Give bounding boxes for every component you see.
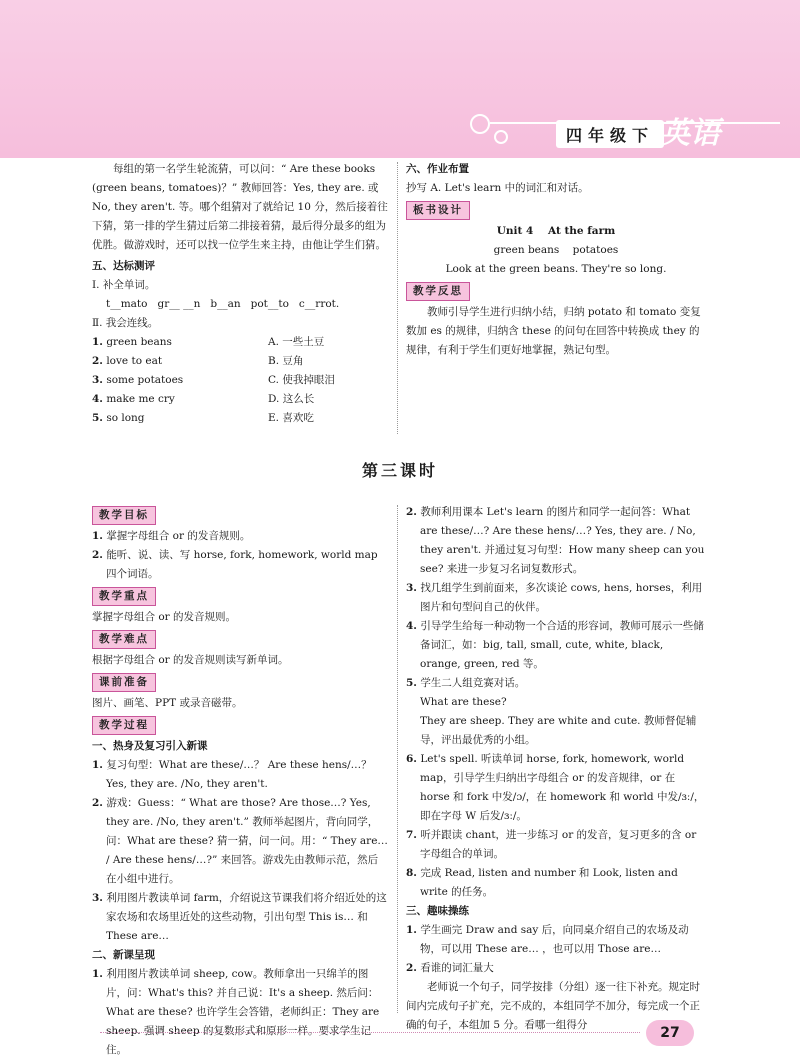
item-text: 找几组学生到前面来，多次谈论 cows, hens, horses，利用图片和句型问自己的伙伴。	[420, 582, 703, 613]
match-chinese: A. 一些土豆	[268, 336, 325, 348]
new-lesson-heading: 二、新课呈现	[92, 949, 155, 961]
item-text: 游戏：Guess：“ What are those? Are those…? Yes, they are. /No, they aren't.” 教师举起图片，背向同学，问：What are these? 猜一猜，问一问。用：“ They are… / Are these hens/…?” 来回答。游戏先由教师示范，然后在小组中进行。	[106, 797, 388, 885]
process-item	[406, 750, 706, 826]
difficulties-tag: 教学难点	[92, 630, 156, 649]
item-number: 2.	[92, 549, 103, 561]
item-number: 3.	[92, 892, 103, 904]
process-item	[406, 579, 706, 617]
item-text: 完成 Read, listen and number 和 Look, listen and write 的任务。	[420, 867, 678, 898]
board-sentence: Look at the green beans. They're so long.	[445, 263, 667, 275]
circle-decoration	[494, 130, 508, 144]
match-row	[92, 409, 388, 428]
match-number: 1.	[92, 336, 103, 348]
item-number: 8.	[406, 867, 417, 879]
goal-item	[92, 546, 388, 584]
reflection-text: 教师引导学生进行归纳小结，归纳 potato 和 tomato 变复数加 es 的规律，归纳含 these 的问句在回答中转换成 they 的规律，有利于学生们更好地掌握，熟记句型。	[406, 306, 701, 356]
item-text: Let's spell. 听读单词 horse, fork, homework, world map，引导学生归纳出字母组合 or 的发音规律，or 在 horse 和 fork 中发/ɔ/，在 homework 和 world 中发/ɜː/，即在字母 W 后发/ɜː/。	[420, 753, 705, 822]
dialogue-answer: They are sheep. They are white and cute. 教师督促辅导，评出最优秀的小组。	[420, 715, 697, 746]
item-text: 掌握字母组合 or 的发音规则。	[106, 530, 251, 542]
teaching-process-tag: 教学过程	[92, 716, 156, 735]
item-number: 2.	[406, 506, 417, 518]
match-row	[92, 390, 388, 409]
homework-text: 抄写 A. Let's learn 中的词汇和对话。	[406, 182, 589, 194]
match-chinese: E. 喜欢吃	[268, 412, 314, 424]
fill-blanks-words: t__mato gr__ __n b__an pot__to c__rrot.	[106, 298, 340, 310]
process-item	[92, 889, 388, 946]
process-item	[92, 756, 388, 794]
item-number: 5.	[406, 677, 417, 689]
item-text: 听并跟读 chant，进一步练习 or 的发音，复习更多的含 or 字母组合的单词。	[420, 829, 697, 860]
bottom-right-column	[406, 503, 706, 1035]
process-item	[406, 503, 706, 579]
teaching-goals-tag: 教学目标	[92, 506, 156, 525]
item-number: 3.	[406, 582, 417, 594]
key-points-text: 掌握字母组合 or 的发音规则。	[92, 611, 237, 623]
item-number: 1.	[92, 759, 103, 771]
goal-item	[92, 527, 388, 546]
item-number: 6.	[406, 753, 417, 765]
item-text: 复习句型：What are these/…？ Are these hens/…？ Yes, they are. /No, they aren't.	[106, 759, 372, 790]
match-number: 4.	[92, 393, 103, 405]
reflection-tag: 教学反思	[406, 282, 470, 301]
process-item	[406, 864, 706, 902]
practice-item	[406, 921, 706, 959]
key-points-tag: 教学重点	[92, 587, 156, 606]
difficulties-text: 根据字母组合 or 的发音规则读写新单词。	[92, 654, 289, 666]
section-six-heading: 六、作业布置	[406, 163, 469, 175]
process-item	[406, 617, 706, 674]
match-list	[92, 333, 388, 428]
board-title: Unit 4 At the farm	[496, 225, 616, 237]
match-row	[92, 352, 388, 371]
match-chinese: B. 豆角	[268, 355, 304, 367]
process-item	[92, 794, 388, 889]
item-number: 2.	[92, 797, 103, 809]
preparation-tag: 课前准备	[92, 673, 156, 692]
section-five-heading: 五、达标测评	[92, 260, 155, 272]
top-right-column	[406, 160, 706, 360]
process-item	[406, 826, 706, 864]
match-row	[92, 371, 388, 390]
process-item	[92, 965, 388, 1060]
match-english: some potatoes	[106, 374, 184, 386]
subject-label: 英语	[660, 116, 720, 151]
bottom-left-column	[92, 503, 388, 1060]
match-english: make me cry	[106, 393, 175, 405]
item-text: 引导学生给每一种动物一个合适的形容词，教师可展示一些储备词汇，如：big, tall, small, cute, white, black, orange, green, red 等。	[420, 620, 704, 670]
match-english: green beans	[106, 336, 172, 348]
match-english: love to eat	[106, 355, 163, 367]
top-left-column	[92, 160, 388, 428]
item-number: 7.	[406, 829, 417, 841]
item-text: 利用图片教读单词 sheep, cow。教师拿出一只绵羊的图片，问：What's this? 并自己说：It's a sheep. 然后问：What are these? 也许学生会答错，老师纠正：They are sheep. 强调 sheep 的复数形式和原形一样。要求学生记住。	[106, 968, 380, 1056]
board-words: green beans potatoes	[493, 244, 619, 256]
item-number: 1.	[92, 530, 103, 542]
practice-heading: 三、趣味操练	[406, 905, 469, 917]
lesson-title: 第三课时	[361, 461, 438, 480]
header-banner	[0, 0, 800, 158]
match-number: 2.	[92, 355, 103, 367]
warmup-heading: 一、热身及复习引入新课	[92, 740, 208, 752]
part-two-label: Ⅱ. 我会连线。	[92, 317, 159, 329]
item-number: 1.	[406, 924, 417, 936]
practice-description: 老师说一个句子，同学按排（分组）逐一往下补充。规定时间内完成句子扩充，完不成的，本组同学不加分，每完成一个正确的句子，本组加 5 分。看哪一组得分	[406, 981, 700, 1031]
footer-dotted-line	[100, 1032, 640, 1033]
game-paragraph: 每组的第一名学生轮流猜，可以问：“ Are these books (green beans, tomatoes)？” 教师回答：Yes, they are. 或 No, they aren't. 等。哪个组猜对了就给记 10 分，然后接着往下猜，第一排的学生猜过后第二排接着猜，最后得分最多的组为优胜。做游戏时，还可以找一位学生来主持，由他让学生们猜。	[92, 163, 388, 251]
item-text: 利用图片教读单词 farm，介绍说这节课我们将介绍近处的这家农场和农场里近处的这些动物，引出句型 This is… 和 These are…	[106, 892, 387, 942]
item-text: 教师利用课本 Let's learn 的图片和同学一起问答：What are these/…? Are these hens/…? Yes, they are. / No, they aren't. 并通过复习句型：How many sheep can you see? 来进一步复习名词复数形式。	[420, 506, 705, 575]
practice-item	[406, 959, 706, 978]
column-divider	[397, 505, 398, 1013]
circle-decoration	[470, 114, 490, 134]
match-chinese: C. 使我掉眼泪	[268, 374, 335, 386]
part-one-label: Ⅰ. 补全单词。	[92, 279, 156, 291]
match-english: so long	[106, 412, 145, 424]
item-number: 1.	[92, 968, 103, 980]
match-number: 3.	[92, 374, 103, 386]
item-number: 2.	[406, 962, 417, 974]
preparation-text: 图片、画笔、PPT 或录音磁带。	[92, 697, 243, 709]
item-text: 学生二人组竞赛对话。	[420, 677, 526, 689]
match-row	[92, 333, 388, 352]
item-text: 能听、说、读、写 horse, fork, homework, world map 四个词语。	[106, 549, 378, 580]
item-text: 学生画完 Draw and say 后，向同桌介绍自己的农场及动物，可以用 These are… ，也可以用 Those are…	[420, 924, 689, 955]
dialogue-question: What are these?	[420, 696, 507, 708]
page-number: 27	[646, 1020, 694, 1046]
board-design-tag: 板书设计	[406, 201, 470, 220]
process-item	[406, 674, 706, 693]
item-number: 4.	[406, 620, 417, 632]
match-number: 5.	[92, 412, 103, 424]
match-chinese: D. 这么长	[268, 393, 315, 405]
item-text: 看谁的词汇量大	[420, 962, 494, 974]
column-divider	[397, 162, 398, 434]
grade-label: 四年级下	[556, 120, 664, 148]
